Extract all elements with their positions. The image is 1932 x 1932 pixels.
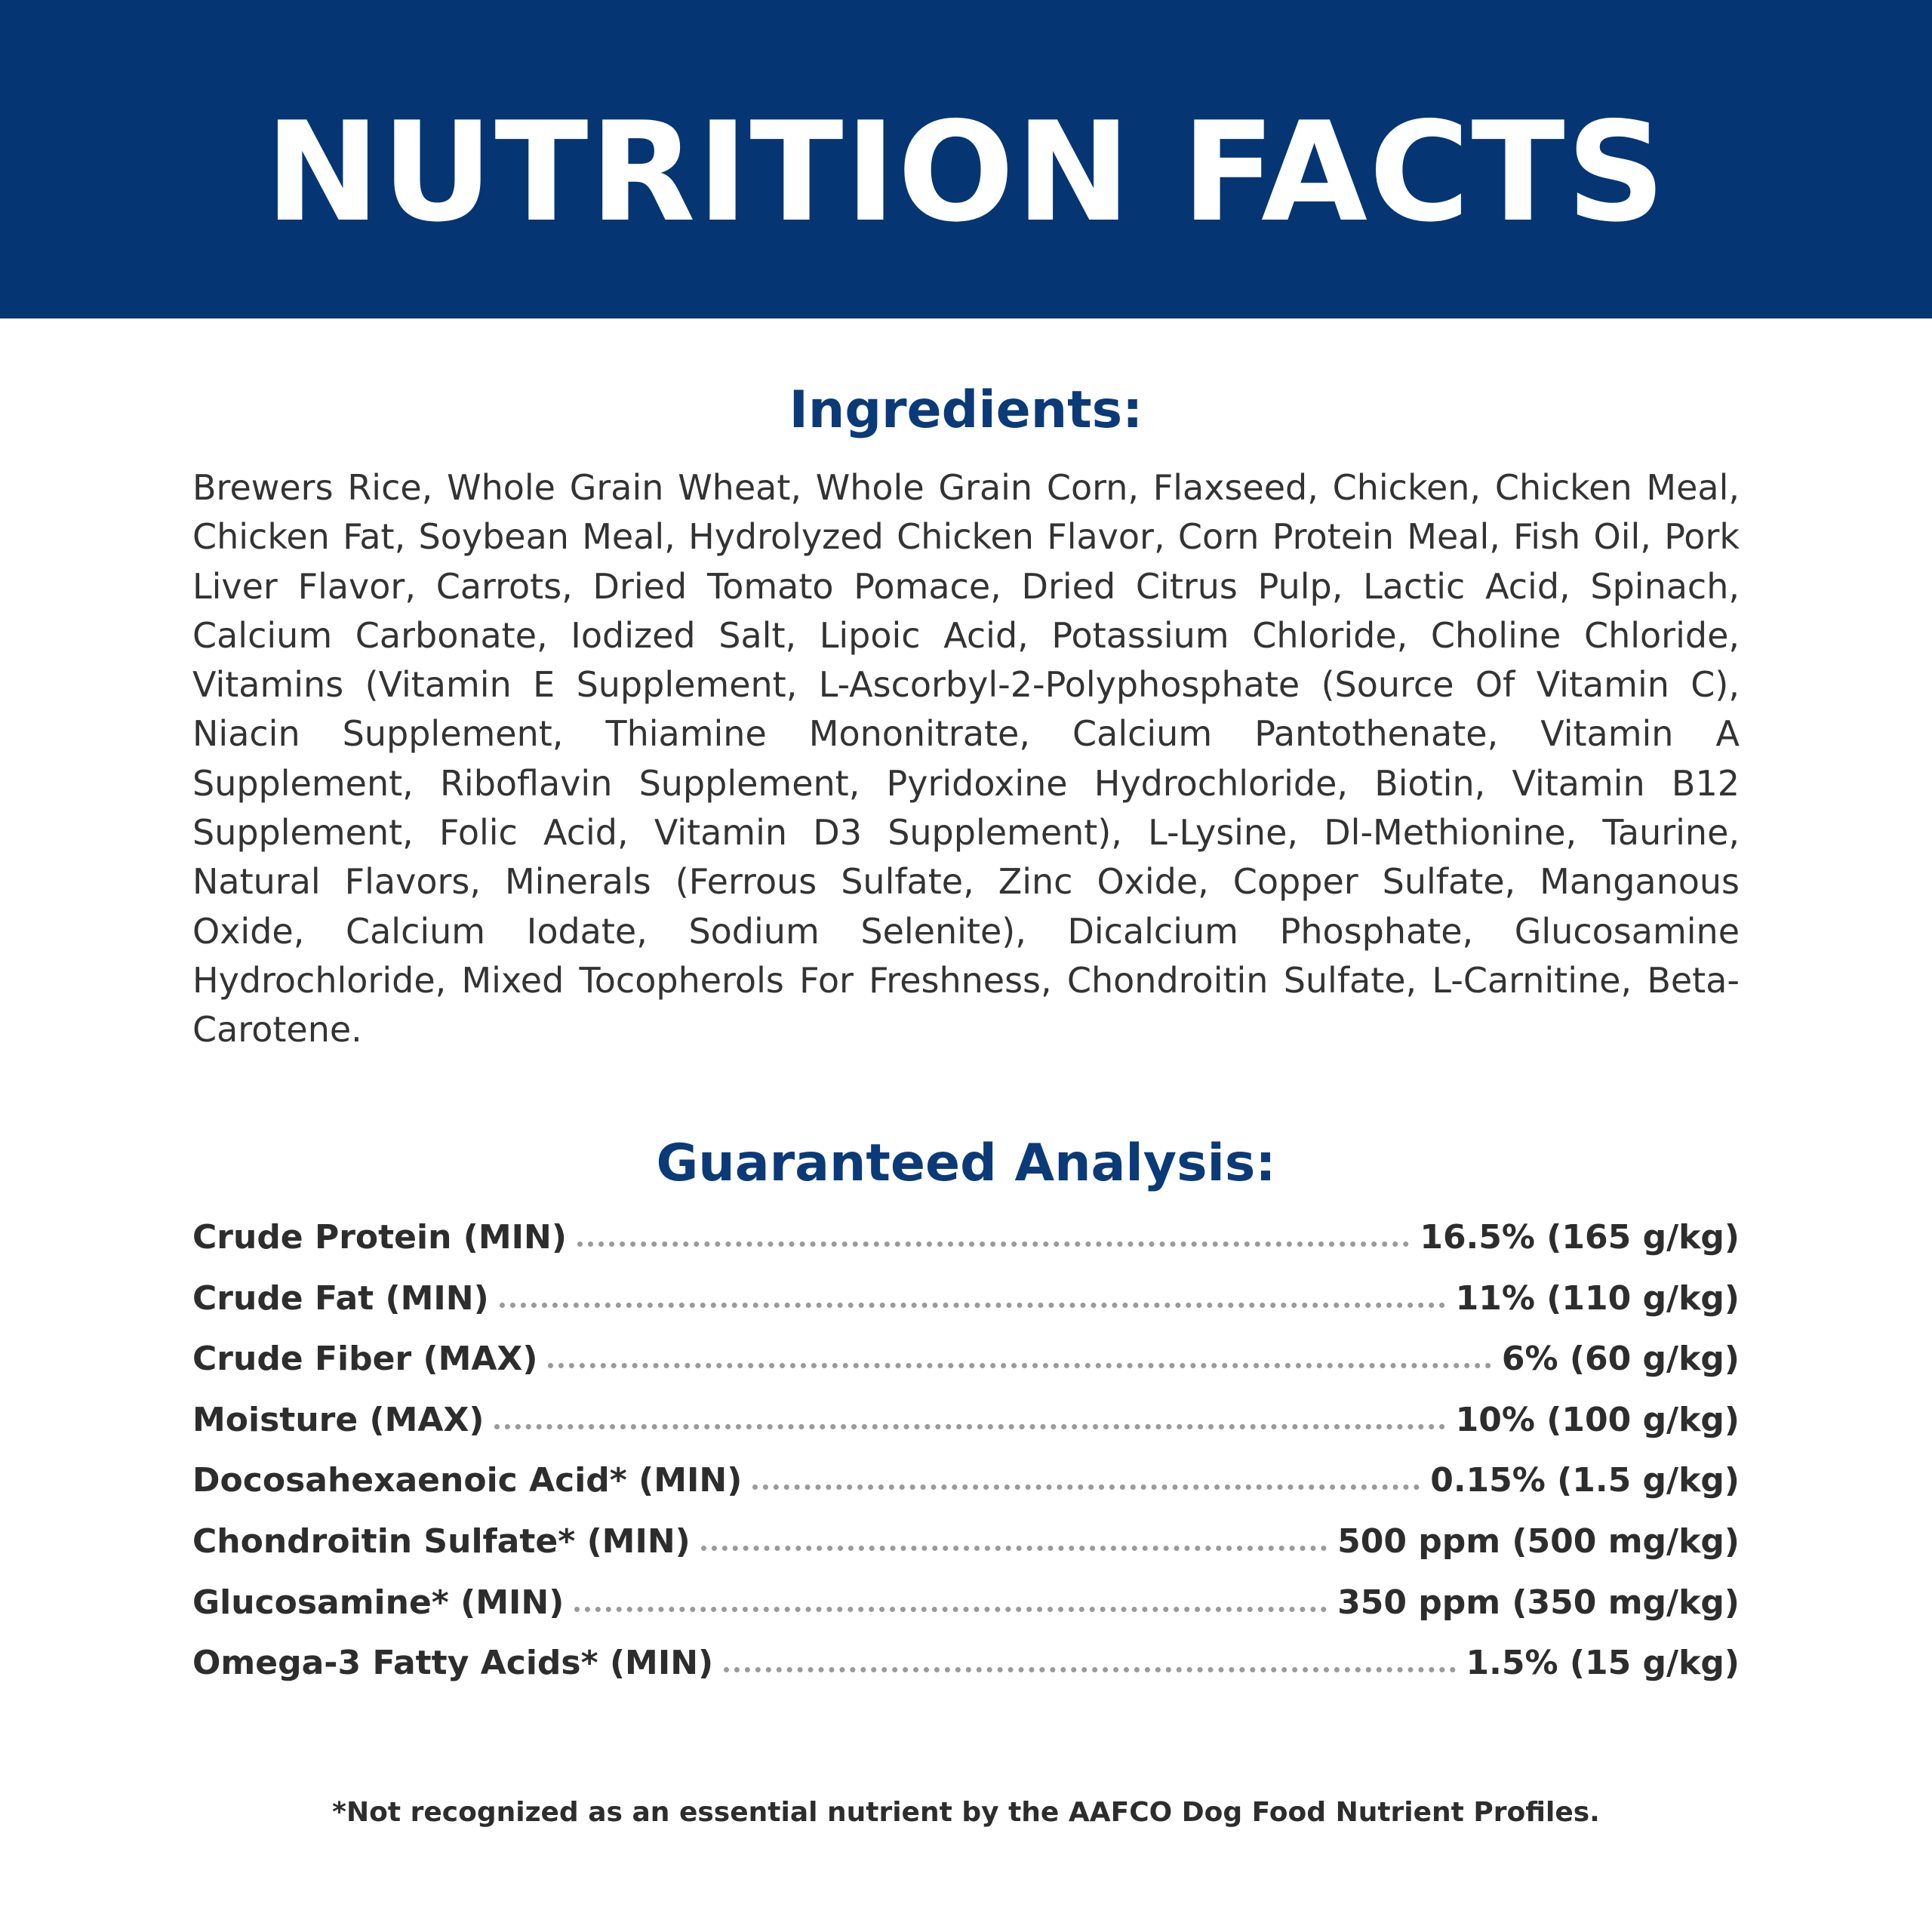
analysis-value: 10% (100 g/kg) bbox=[1455, 1400, 1740, 1439]
leader-dots bbox=[724, 1667, 1455, 1672]
analysis-label: Moisture (MAX) bbox=[192, 1400, 485, 1439]
analysis-row-glucosamine bbox=[192, 1573, 1740, 1634]
analysis-label: Glucosamine* (MIN) bbox=[192, 1583, 565, 1622]
analysis-value: 6% (60 g/kg) bbox=[1501, 1340, 1740, 1379]
analysis-label: Crude Fiber (MAX) bbox=[192, 1340, 538, 1379]
analysis-row-crude-protein bbox=[192, 1208, 1740, 1269]
guaranteed-analysis-heading: Guaranteed Analysis: bbox=[656, 1134, 1276, 1193]
analysis-label: Docosahexaenoic Acid* (MIN) bbox=[192, 1461, 743, 1500]
analysis-row-crude-fiber bbox=[192, 1329, 1740, 1390]
analysis-row-omega-3 bbox=[192, 1633, 1740, 1694]
page-title: NUTRITION FACTS bbox=[265, 92, 1667, 252]
leader-dots bbox=[701, 1546, 1327, 1551]
analysis-row-dha bbox=[192, 1451, 1740, 1512]
leader-dots bbox=[577, 1241, 1409, 1247]
leader-dots bbox=[494, 1424, 1444, 1429]
guaranteed-analysis-table bbox=[192, 1208, 1740, 1694]
ingredients-list: Brewers Rice, Whole Grain Wheat, Whole Grain Corn, Flaxseed, Chicken, Chicken Meal, Chicken Fat, Soybean Meal, Hydrolyzed Chicken Flavor, Corn Protein Meal, Fish Oil, Pork Liver Flavor, Carrots, Dried Tomato Pomace, Dried Citrus Pulp, Lactic Acid, Spinach, Calcium Carbonate, Iodized Salt, Lipoic Acid, Potassium Chloride, Choline Chloride, Vitamins (Vitamin E Supplement, L-Ascorbyl-2-Polyphosphate (Source Of Vitamin C), Niacin Supplement, Thiamine Mononitrate, Calcium Pantothenate, Vitamin A Supplement, Riboflavin Supplement, Pyridoxine Hydrochloride, Biotin, Vitamin B12 Supplement, Folic Acid, Vitamin D3 Supplement), L-Lysine, Dl-Methionine, Taurine, Natural Flavors, Minerals (Ferrous Sulfate, Zinc Oxide, Copper Sulfate, Manganous Oxide, Calcium Iodate, Sodium Selenite), Dicalcium Phosphate, Glucosamine Hydrochloride, Mixed Tocopherols For Freshness, Chondroitin Sulfate, L-Carnitine, Beta-Carotene. bbox=[192, 467, 1740, 1051]
header-banner bbox=[0, 0, 1932, 318]
analysis-value: 350 ppm (350 mg/kg) bbox=[1337, 1583, 1740, 1622]
analysis-row-chondroitin bbox=[192, 1512, 1740, 1573]
analysis-value: 0.15% (1.5 g/kg) bbox=[1430, 1461, 1740, 1500]
ingredients-heading: Ingredients: bbox=[789, 380, 1143, 440]
analysis-label: Crude Fat (MIN) bbox=[192, 1278, 489, 1318]
analysis-row-crude-fat bbox=[192, 1269, 1740, 1330]
analysis-value: 1.5% (15 g/kg) bbox=[1466, 1644, 1740, 1683]
leader-dots bbox=[574, 1607, 1327, 1612]
analysis-row-moisture bbox=[192, 1390, 1740, 1451]
leader-dots bbox=[752, 1484, 1420, 1490]
leader-dots bbox=[500, 1303, 1445, 1308]
analysis-value: 500 ppm (500 mg/kg) bbox=[1337, 1521, 1740, 1561]
footnote: *Not recognized as an essential nutrient by the AAFCO Dog Food Nutrient Profiles. bbox=[332, 1797, 1600, 1828]
analysis-label: Crude Protein (MIN) bbox=[192, 1218, 567, 1257]
analysis-value: 16.5% (165 g/kg) bbox=[1420, 1218, 1740, 1257]
analysis-value: 11% (110 g/kg) bbox=[1455, 1278, 1740, 1318]
analysis-label: Omega-3 Fatty Acids* (MIN) bbox=[192, 1644, 714, 1683]
analysis-label: Chondroitin Sulfate* (MIN) bbox=[192, 1521, 691, 1561]
leader-dots bbox=[548, 1363, 1491, 1368]
